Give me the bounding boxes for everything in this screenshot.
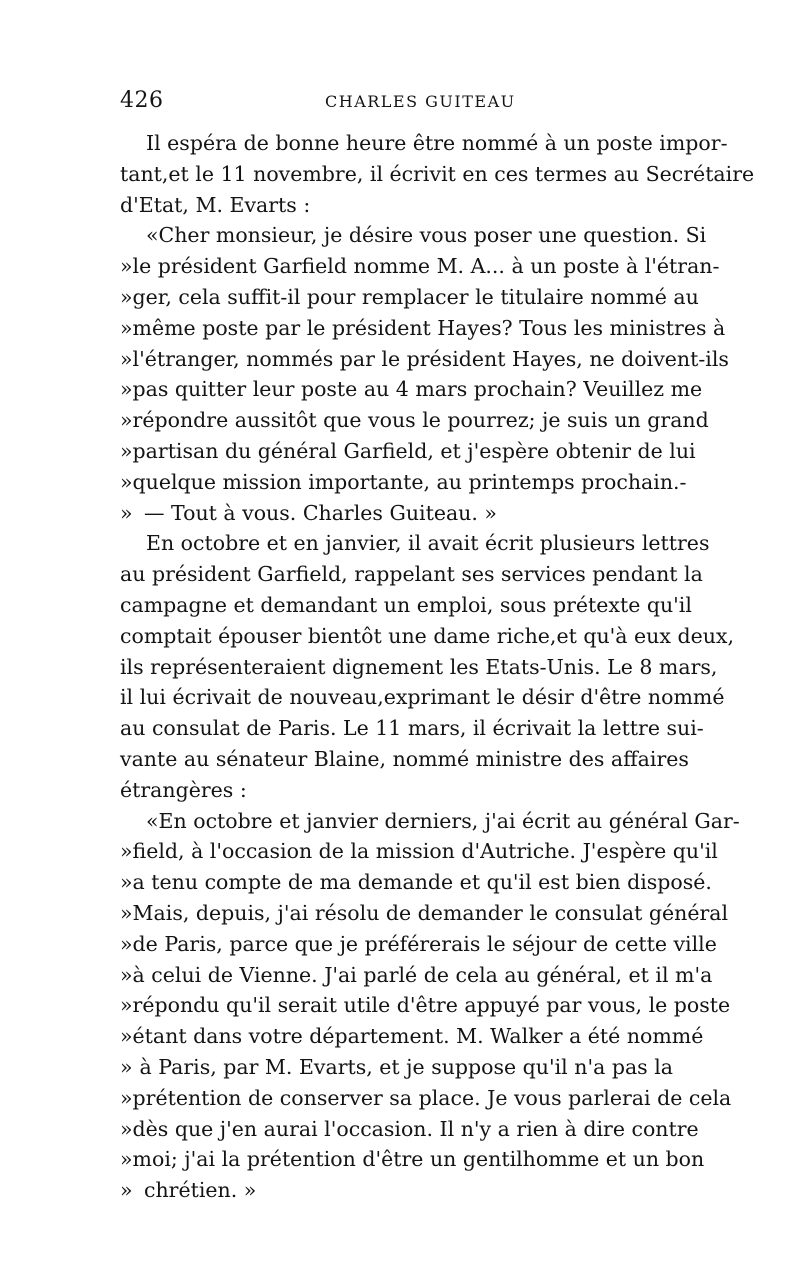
quote-mark: » <box>120 408 133 433</box>
text-line: au président Garfield, rappelant ses services pendant la <box>120 562 703 587</box>
quote-mark: » <box>120 284 133 309</box>
quoted-text: pas quitter leur poste au 4 mars prochain? Veuillez me <box>132 377 703 402</box>
quote-mark: » <box>120 438 133 463</box>
quoted-line <box>120 220 707 251</box>
quoted-text: l'étranger, nommés par le président Hayes, ne doivent-ils <box>132 346 729 371</box>
quote-mark: » <box>120 377 133 402</box>
quoted-text: à celui de Vienne. J'ai parlé de cela au général, et il m'a <box>132 962 713 987</box>
quote-mark: » <box>120 254 133 279</box>
quote-mark: » <box>120 993 133 1018</box>
text-line: En octobre et en janvier, il avait écrit plusieurs lettres <box>146 531 710 556</box>
quoted-text: dès que j'en aurai l'occasion. Il n'y a rien à dire contre <box>132 1116 699 1141</box>
quote-mark: » <box>120 1178 133 1203</box>
text-line: au consulat de Paris. Le 11 mars, il écrivait la lettre sui- <box>120 716 704 741</box>
quoted-text: répondu qu'il serait utile d'être appuyé par vous, le poste <box>132 993 731 1018</box>
quote-mark: » <box>120 1147 133 1172</box>
text-line: Il espéra de bonne heure être nommé à un poste impor- <box>146 131 728 155</box>
quote-mark: » <box>120 931 133 956</box>
quote-mark: « <box>146 223 159 248</box>
quote-mark: » <box>120 1054 133 1079</box>
quoted-line <box>120 867 712 898</box>
quoted-line <box>120 960 713 991</box>
running-head: CHARLES GUITEAU <box>325 92 516 111</box>
quoted-line <box>120 498 673 529</box>
body-text <box>120 128 755 1206</box>
quoted-text: prétention de conserver sa place. Je vous parlerai de cela <box>132 1085 732 1110</box>
quoted-text: Cher monsieur, je désire vous poser une question. Si <box>158 223 707 248</box>
page-number: 426 <box>120 88 164 113</box>
quote-mark: » <box>120 900 133 925</box>
quote-mark: » <box>120 1116 133 1141</box>
quoted-line <box>120 405 709 436</box>
quote-mark: » <box>120 500 133 525</box>
quote-mark: » <box>120 839 133 864</box>
quoted-text: field, à l'occasion de la mission d'Autriche. J'espère qu'il <box>132 839 718 864</box>
quoted-text: à Paris, par M. Evarts, et je suppose qu'il n'a pas la <box>139 1054 673 1079</box>
quote-mark: » <box>120 870 133 895</box>
quoted-line <box>120 251 720 282</box>
quote-mark: » <box>120 1024 133 1049</box>
quoted-line <box>120 1052 673 1083</box>
quoted-text: — Tout à vous. Charles Guiteau. » <box>144 500 497 525</box>
quoted-line <box>120 467 687 498</box>
quote-mark: » <box>120 346 133 371</box>
text-line: d'Etat, M. Evarts : <box>120 192 311 217</box>
quoted-line <box>120 1083 732 1114</box>
quoted-text: de Paris, parce que je préférerais le séjour de cette ville <box>132 931 717 956</box>
quoted-line <box>120 806 740 837</box>
quote-mark: « <box>146 808 159 833</box>
quoted-text: moi; j'ai la prétention d'être un gentilhomme et un bon <box>132 1147 705 1172</box>
quote-mark: » <box>120 1085 133 1110</box>
quoted-line <box>120 929 717 960</box>
text-line: comptait épouser bientôt une dame riche,et qu'à eux deux, <box>120 623 734 648</box>
text-line: ils représenteraient dignement les Etats-Unis. Le 8 mars, <box>120 654 718 679</box>
quoted-text: En octobre et janvier derniers, j'ai écrit au général Gar- <box>158 808 740 833</box>
quoted-line <box>120 344 729 375</box>
quote-mark: » <box>120 962 133 987</box>
text-line: campagne et demandant un emploi, sous prétexte qu'il <box>120 592 692 617</box>
text-line: tant,et le 11 novembre, il écrivit en ces termes au Secrétaire <box>120 161 755 186</box>
quoted-line <box>120 374 703 405</box>
quoted-line <box>120 313 726 344</box>
quoted-line <box>120 990 731 1021</box>
quoted-line <box>120 282 699 313</box>
quoted-line <box>120 436 696 467</box>
quoted-line <box>120 1175 673 1206</box>
quoted-line <box>120 1021 704 1052</box>
quoted-line <box>120 1144 705 1175</box>
text-line: étrangères : <box>120 777 247 802</box>
quoted-text: même poste par le président Hayes? Tous les ministres à <box>132 315 726 340</box>
quoted-text: Mais, depuis, j'ai résolu de demander le consulat général <box>132 900 729 925</box>
quoted-text: quelque mission importante, au printemps prochain.- <box>132 469 687 494</box>
quoted-text: le président Garfield nomme M. A... à un poste à l'étran- <box>132 254 720 279</box>
quoted-text: chrétien. » <box>144 1178 257 1203</box>
quote-mark: » <box>120 315 133 340</box>
quote-mark: » <box>120 469 133 494</box>
quoted-text: ger, cela suffit-il pour remplacer le titulaire nommé au <box>132 284 699 309</box>
quoted-line <box>120 1114 699 1145</box>
quoted-text: étant dans votre département. M. Walker a été nommé <box>132 1024 704 1049</box>
quoted-line <box>120 898 729 929</box>
quoted-text: répondre aussitôt que vous le pourrez; je suis un grand <box>132 408 709 433</box>
page-header <box>120 88 673 118</box>
quoted-text: a tenu compte de ma demande et qu'il est bien disposé. <box>132 870 712 895</box>
quoted-text: partisan du général Garfield, et j'espère obtenir de lui <box>132 438 696 463</box>
text-line: il lui écrivait de nouveau,exprimant le désir d'être nommé <box>120 685 725 710</box>
text-line: vante au sénateur Blaine, nommé ministre des affaires <box>120 746 689 771</box>
quoted-line <box>120 836 718 867</box>
